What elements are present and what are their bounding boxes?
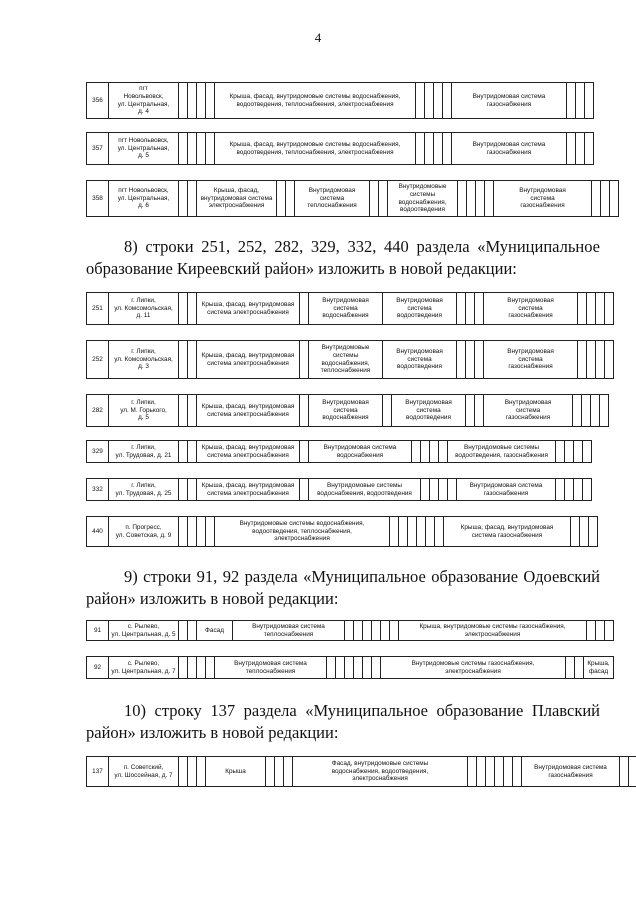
work-type-cell: Внутридомовые системы газоснабжения, электроснабжения <box>381 657 566 679</box>
work-type-cell: Крыша, фасад, внутридомовые системы водоснабжения, водоотведения, теплоснабжения, электроснабжения <box>215 83 416 119</box>
work-type-cell: Крыша <box>206 757 266 787</box>
work-type-cell: Внутридомовая система теплоснабжения <box>215 657 327 679</box>
empty-cell <box>495 757 504 787</box>
work-type-cell: Внутридомовая система газоснабжения <box>452 133 567 165</box>
empty-cell <box>206 83 215 119</box>
empty-cell <box>300 341 309 379</box>
empty-cell <box>439 479 448 501</box>
empty-cell <box>448 479 457 501</box>
address-cell: с. Рылево, ул. Центральная, д. 7 <box>109 657 179 679</box>
row-table-282 <box>86 394 609 427</box>
empty-cell <box>430 479 439 501</box>
empty-cell <box>610 181 619 217</box>
address-cell: г. Липки, ул. Комсомольская, д. 3 <box>109 341 179 379</box>
empty-cell <box>425 133 434 165</box>
work-type-cell: Крыша, фасад, внутридомовая система электроснабжения <box>197 181 277 217</box>
empty-cell <box>188 341 197 379</box>
row-number-cell: 91 <box>87 621 109 641</box>
empty-cell <box>179 657 188 679</box>
empty-cell <box>574 441 583 463</box>
table-row <box>87 757 636 787</box>
work-type-cell: Крыша, фасад, внутридомовая система газоснабжения <box>444 517 571 547</box>
empty-cell <box>188 133 197 165</box>
empty-cell <box>188 517 197 547</box>
row-number-cell: 440 <box>87 517 109 547</box>
empty-cell <box>416 83 425 119</box>
paragraph-text: 10) строку 137 раздела «Муниципальное образование Плавский район» изложить в новой редакции: <box>86 701 600 742</box>
table-row <box>87 293 614 325</box>
empty-cell <box>188 395 197 427</box>
empty-cell <box>363 621 372 641</box>
empty-cell <box>466 293 475 325</box>
empty-cell <box>188 479 197 501</box>
empty-cell <box>457 293 466 325</box>
empty-cell <box>179 757 188 787</box>
empty-cell <box>466 341 475 379</box>
empty-cell <box>582 395 591 427</box>
empty-cell <box>179 181 188 217</box>
address-cell: пгт Новольвовск, ул. Центральная, д. 5 <box>109 133 179 165</box>
empty-cell <box>275 757 284 787</box>
empty-cell <box>573 395 582 427</box>
empty-cell <box>416 133 425 165</box>
work-type-cell: Крыша, фасад, внутридомовая система электроснабжения <box>197 479 300 501</box>
table-row <box>87 341 614 379</box>
empty-cell <box>485 181 494 217</box>
table-row <box>87 181 619 217</box>
empty-cell <box>197 657 206 679</box>
empty-cell <box>425 83 434 119</box>
table-row <box>87 441 592 463</box>
empty-cell <box>585 83 594 119</box>
empty-cell <box>596 341 605 379</box>
empty-cell <box>556 479 565 501</box>
empty-cell <box>354 657 363 679</box>
work-type-cell: Внутридомовая система теплоснабжения <box>233 621 345 641</box>
empty-cell <box>370 181 379 217</box>
empty-cell <box>188 441 197 463</box>
empty-cell <box>327 657 336 679</box>
empty-cell <box>467 181 476 217</box>
table-row <box>87 479 592 501</box>
work-type-cell: Внутридомовые системы водоснабжения, водоотведения <box>388 181 458 217</box>
row-table-252 <box>86 340 614 379</box>
work-type-cell: Крыша, фасад, внутридомовые системы водоснабжения, водоотведения, теплоснабжения, электроснабжения <box>215 133 416 165</box>
empty-cell <box>475 341 484 379</box>
work-type-cell: Внутридомовая система теплоснабжения <box>295 181 370 217</box>
empty-cell <box>179 517 188 547</box>
empty-cell <box>188 621 197 641</box>
work-type-cell: Крыша, фасад, внутридомовая система электроснабжения <box>197 441 300 463</box>
empty-cell <box>601 181 610 217</box>
empty-cell <box>390 621 399 641</box>
work-type-cell: Внутридомовая система газоснабжения <box>457 479 556 501</box>
row-number-cell: 329 <box>87 441 109 463</box>
empty-cell <box>197 133 206 165</box>
paragraph-p10 <box>86 700 600 744</box>
table-row <box>87 657 614 679</box>
empty-cell <box>381 621 390 641</box>
row-number-cell: 332 <box>87 479 109 501</box>
empty-cell <box>457 341 466 379</box>
address-cell: г. Липки, ул. Трудовая, д. 25 <box>109 479 179 501</box>
empty-cell <box>188 83 197 119</box>
row-table-251 <box>86 292 614 325</box>
empty-cell <box>179 83 188 119</box>
empty-cell <box>379 181 388 217</box>
address-cell: пгт Новольвовск, ул. Центральная, д. 4 <box>109 83 179 119</box>
empty-cell <box>345 657 354 679</box>
work-type-cell: Фасад <box>197 621 233 641</box>
work-type-cell: Внутридомовая система газоснабжения <box>452 83 567 119</box>
page-number: 4 <box>314 30 322 45</box>
address-cell: с. Рылево, ул. Центральная, д. 5 <box>109 621 179 641</box>
empty-cell <box>372 621 381 641</box>
empty-cell <box>179 395 188 427</box>
work-type-cell: Внутридомовая система водоотведения <box>392 395 466 427</box>
empty-cell <box>566 657 575 679</box>
empty-cell <box>421 479 430 501</box>
empty-cell <box>574 479 583 501</box>
empty-cell <box>300 441 309 463</box>
work-type-cell: Крыша, фасад <box>584 657 614 679</box>
work-type-cell: Внутридомовая система газоснабжения <box>484 395 573 427</box>
empty-cell <box>179 341 188 379</box>
empty-cell <box>504 757 513 787</box>
empty-cell <box>439 441 448 463</box>
work-type-cell: Внутридомовая система водоснабжения <box>309 441 412 463</box>
empty-cell <box>578 293 587 325</box>
table-row <box>87 133 594 165</box>
address-cell: г. Липки, ул. М. Горького, д. 5 <box>109 395 179 427</box>
work-type-cell: Крыша, фасад, внутридомовая система электроснабжения <box>197 395 300 427</box>
empty-cell <box>580 517 589 547</box>
address-cell: пгт Новольвовск, ул. Центральная, д. 6 <box>109 181 179 217</box>
work-type-cell: Внутридомовая система газоснабжения <box>522 757 620 787</box>
row-table-91 <box>86 620 614 641</box>
empty-cell <box>443 133 452 165</box>
empty-cell <box>363 657 372 679</box>
empty-cell <box>605 293 614 325</box>
empty-cell <box>575 657 584 679</box>
work-type-cell: Внутридомовые системы водоотведения, газоснабжения <box>448 441 556 463</box>
empty-cell <box>571 517 580 547</box>
empty-cell <box>266 757 275 787</box>
empty-cell <box>426 517 435 547</box>
empty-cell <box>188 657 197 679</box>
work-type-cell: Внутридомовые системы водоснабжения, теплоснабжения <box>309 341 383 379</box>
empty-cell <box>475 395 484 427</box>
empty-cell <box>206 517 215 547</box>
empty-cell <box>567 83 576 119</box>
row-table-137 <box>86 756 636 787</box>
empty-cell <box>300 395 309 427</box>
empty-cell <box>412 441 421 463</box>
work-type-cell: Внутридомовая система водоснабжения <box>309 395 383 427</box>
table-row <box>87 517 598 547</box>
row-table-356 <box>86 82 594 119</box>
empty-cell <box>179 293 188 325</box>
empty-cell <box>605 341 614 379</box>
work-type-cell: Внутридомовые системы водоснабжения, водоотведения, теплоснабжения, электроснабжения <box>215 517 390 547</box>
empty-cell <box>197 83 206 119</box>
empty-cell <box>286 181 295 217</box>
address-cell: п. Прогресс, ул. Советская, д. 9 <box>109 517 179 547</box>
empty-cell <box>600 395 609 427</box>
row-table-440 <box>86 516 598 547</box>
work-type-cell: Фасад, внутридомовые системы водоснабжения, водоотведения, электроснабжения <box>293 757 468 787</box>
empty-cell <box>486 757 495 787</box>
empty-cell <box>206 657 215 679</box>
empty-cell <box>605 621 614 641</box>
empty-cell <box>583 441 592 463</box>
empty-cell <box>430 441 439 463</box>
empty-cell <box>421 441 430 463</box>
empty-cell <box>587 341 596 379</box>
paragraph-text: 9) строки 91, 92 раздела «Муниципальное образование Одоевский район» изложить в новой редакции: <box>86 567 600 608</box>
empty-cell <box>596 621 605 641</box>
empty-cell <box>188 757 197 787</box>
empty-cell <box>277 181 286 217</box>
empty-cell <box>585 133 594 165</box>
empty-cell <box>583 479 592 501</box>
empty-cell <box>620 757 629 787</box>
work-type-cell: Внутридомовая система газоснабжения <box>494 181 592 217</box>
empty-cell <box>179 621 188 641</box>
empty-cell <box>565 441 574 463</box>
empty-cell <box>434 133 443 165</box>
row-number-cell: 282 <box>87 395 109 427</box>
empty-cell <box>399 517 408 547</box>
empty-cell <box>354 621 363 641</box>
empty-cell <box>188 293 197 325</box>
row-number-cell: 356 <box>87 83 109 119</box>
empty-cell <box>188 181 197 217</box>
row-number-cell: 357 <box>87 133 109 165</box>
empty-cell <box>372 657 381 679</box>
empty-cell <box>629 757 636 787</box>
address-cell: п. Советский, ул. Шоссейная, д. 7 <box>109 757 179 787</box>
work-type-cell: Внутридомовая система газоснабжения <box>484 341 578 379</box>
row-number-cell: 137 <box>87 757 109 787</box>
address-cell: г. Липки, ул. Комсомольская, д. 11 <box>109 293 179 325</box>
empty-cell <box>576 133 585 165</box>
table-row <box>87 621 614 641</box>
work-type-cell: Внутридомовая система газоснабжения <box>484 293 578 325</box>
table-row <box>87 395 609 427</box>
row-number-cell: 251 <box>87 293 109 325</box>
empty-cell <box>434 83 443 119</box>
row-table-332 <box>86 478 592 501</box>
row-table-92 <box>86 656 614 679</box>
empty-cell <box>591 395 600 427</box>
row-number-cell: 252 <box>87 341 109 379</box>
empty-cell <box>468 757 477 787</box>
row-table-358 <box>86 180 619 217</box>
empty-cell <box>565 479 574 501</box>
empty-cell <box>206 133 215 165</box>
empty-cell <box>466 395 475 427</box>
empty-cell <box>197 757 206 787</box>
empty-cell <box>443 83 452 119</box>
empty-cell <box>417 517 426 547</box>
empty-cell <box>300 293 309 325</box>
empty-cell <box>567 133 576 165</box>
empty-cell <box>390 517 399 547</box>
work-type-cell: Внутридомовая система водоснабжения <box>309 293 383 325</box>
empty-cell <box>513 757 522 787</box>
work-type-cell: Крыша, фасад, внутридомовая система электроснабжения <box>197 293 300 325</box>
row-table-329 <box>86 440 592 463</box>
empty-cell <box>197 517 206 547</box>
paragraph-p8 <box>86 236 600 280</box>
empty-cell <box>336 657 345 679</box>
empty-cell <box>589 517 598 547</box>
empty-cell <box>435 517 444 547</box>
empty-cell <box>587 293 596 325</box>
row-number-cell: 358 <box>87 181 109 217</box>
empty-cell <box>475 293 484 325</box>
empty-cell <box>476 181 485 217</box>
empty-cell <box>383 395 392 427</box>
table-row <box>87 83 594 119</box>
work-type-cell: Внутридомовые системы водоснабжения, водоотведения <box>309 479 421 501</box>
paragraph-p9 <box>86 566 600 610</box>
empty-cell <box>300 479 309 501</box>
empty-cell <box>592 181 601 217</box>
empty-cell <box>587 621 596 641</box>
row-table-357 <box>86 132 594 165</box>
row-number-cell: 92 <box>87 657 109 679</box>
empty-cell <box>596 293 605 325</box>
work-type-cell: Внутридомовая система водоотведения <box>383 341 457 379</box>
empty-cell <box>345 621 354 641</box>
empty-cell <box>576 83 585 119</box>
empty-cell <box>179 133 188 165</box>
address-cell: г. Липки, ул. Трудовая, д. 21 <box>109 441 179 463</box>
empty-cell <box>284 757 293 787</box>
empty-cell <box>179 479 188 501</box>
empty-cell <box>408 517 417 547</box>
empty-cell <box>458 181 467 217</box>
empty-cell <box>578 341 587 379</box>
empty-cell <box>179 441 188 463</box>
empty-cell <box>477 757 486 787</box>
paragraph-text: 8) строки 251, 252, 282, 329, 332, 440 раздела «Муниципальное образование Киреевский район» изложить в новой редакции: <box>86 237 600 278</box>
work-type-cell: Крыша, фасад, внутридомовая система электроснабжения <box>197 341 300 379</box>
work-type-cell: Крыша, внутридомовые системы газоснабжения, электроснабжения <box>399 621 587 641</box>
work-type-cell: Внутридомовая система водоотведения <box>383 293 457 325</box>
empty-cell <box>556 441 565 463</box>
